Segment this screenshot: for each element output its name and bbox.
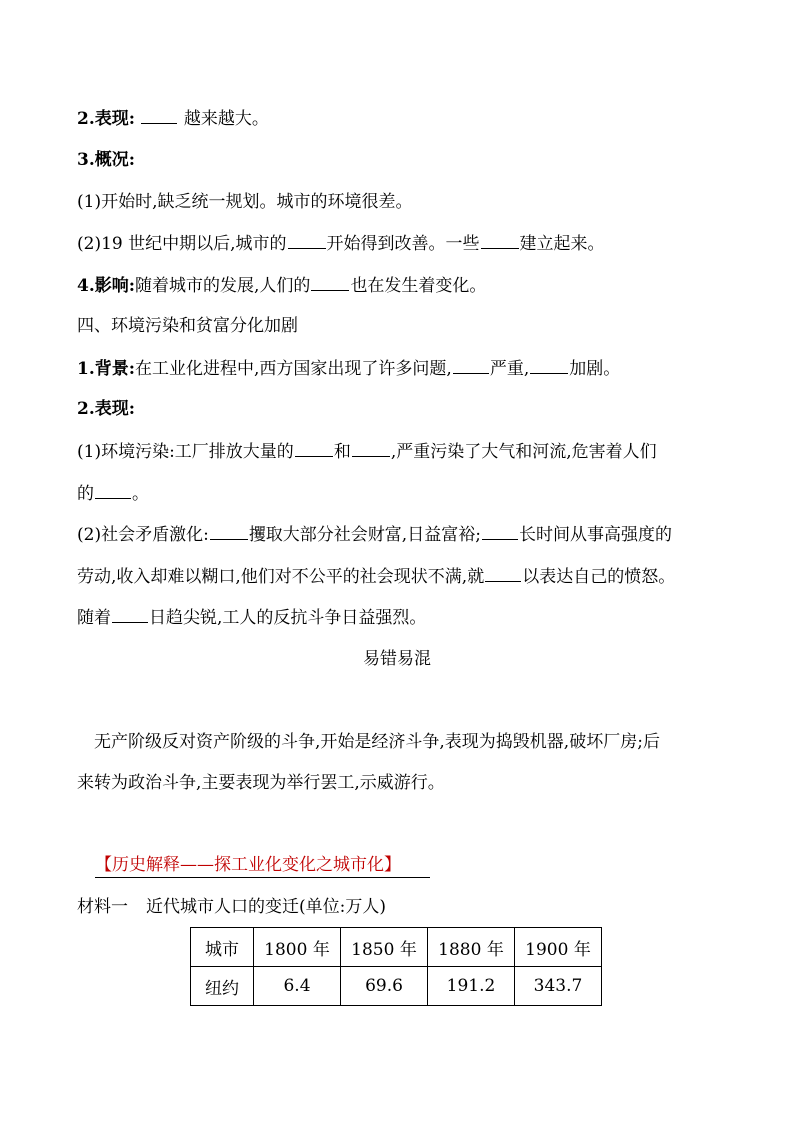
fill-blank[interactable] (210, 523, 248, 540)
item-label: 3.概况: (77, 150, 136, 170)
social-line3 (77, 606, 727, 629)
table-cell: 343.7 (515, 967, 602, 1006)
section-title-text: 【历史解释——探工业化变化之城市化】 (95, 855, 401, 875)
table-header-cell: 1900 年 (515, 928, 602, 967)
item-label: 2.表现: (77, 399, 136, 419)
item-4-influence (77, 274, 727, 297)
social-line2 (77, 565, 727, 588)
fill-blank[interactable] (481, 232, 519, 249)
item-text: 劳动,收入却难以糊口,他们对不公平的社会现状不满,就 (77, 567, 485, 587)
fill-blank[interactable] (482, 523, 518, 540)
item-text: (1)环境污染:工厂排放大量的 (77, 442, 294, 462)
item-text: 建立起来。 (519, 234, 605, 254)
fill-blank[interactable] (295, 440, 333, 457)
fill-blank[interactable] (530, 357, 568, 374)
fill-blank[interactable] (141, 107, 177, 124)
item-3-overview (77, 149, 727, 171)
item-text: 开始得到改善。一些 (326, 234, 480, 254)
item-text: 加剧。 (569, 359, 621, 379)
fill-blank[interactable] (112, 606, 148, 623)
env-pollution-line2 (77, 482, 727, 505)
item-text: 也在发生着变化。 (350, 276, 487, 296)
item-label: 4.影响: (77, 276, 136, 296)
social-line1 (77, 523, 727, 546)
item-text: 长时间从事高强度的 (518, 525, 672, 545)
item-text: 攫取大部分社会财富,日益富裕; (248, 525, 481, 545)
item-text: (2)社会矛盾激化: (77, 525, 209, 545)
item-label: 2.表现: (77, 109, 136, 129)
note-text: 来转为政治斗争,主要表现为举行罢工,示威游行。 (77, 773, 445, 793)
item-text: (2)19 世纪中期以后,城市的 (77, 234, 287, 254)
fill-blank[interactable] (95, 482, 131, 499)
population-table (190, 927, 602, 1006)
table-header-cell: 城市 (191, 928, 254, 967)
easy-mistake-title (0, 648, 794, 670)
fill-blank[interactable] (311, 274, 349, 291)
subsection-title: 易错易混 (363, 649, 431, 669)
fill-blank[interactable] (352, 440, 390, 457)
heading-section-4 (77, 315, 727, 337)
sub-item-1 (77, 191, 727, 213)
note-text: 无产阶级反对资产阶级的斗争,开始是经济斗争,表现为捣毁机器,破坏厂房;后 (94, 732, 660, 752)
item-text: 和 (333, 442, 351, 462)
item-text: 随着 (77, 608, 111, 628)
note-line1 (94, 731, 744, 753)
material-label: 材料一 (77, 897, 128, 917)
item-text: 越来越大。 (183, 109, 269, 129)
item-text: (1)开始时,缺乏统一规划。城市的环境很差。 (77, 192, 413, 212)
table-cell: 191.2 (428, 967, 515, 1006)
table-cell: 6.4 (254, 967, 341, 1006)
table-header-cell: 1800 年 (254, 928, 341, 967)
table-row (191, 967, 602, 1006)
item-text: 。 (132, 484, 149, 504)
table-header-row (191, 928, 602, 967)
material-caption: 近代城市人口的变迁(单位:万人) (146, 897, 386, 917)
fill-blank[interactable] (288, 232, 326, 249)
material-1-caption (77, 896, 727, 918)
table-cell: 纽约 (191, 967, 254, 1006)
section-title (95, 854, 745, 876)
fill-blank[interactable] (485, 565, 521, 582)
item-text: 的 (77, 484, 94, 504)
item-text: 日趋尖锐,工人的反抗斗争日益强烈。 (149, 608, 427, 628)
item-text: 在工业化进程中,西方国家出现了许多问题, (135, 359, 452, 379)
item-label: 1.背景: (77, 359, 136, 379)
background-item (77, 357, 727, 380)
fill-blank[interactable] (453, 357, 489, 374)
note-line2 (77, 772, 727, 794)
env-pollution-line1 (77, 440, 727, 463)
item-text: 严重, (489, 359, 530, 379)
item-text: 随着城市的发展,人们的 (135, 276, 311, 296)
item-text: ,严重污染了大气和河流,危害着人们 (390, 442, 657, 462)
item-2-performance (77, 107, 727, 130)
section-heading: 四、环境污染和贫富分化加剧 (77, 316, 298, 336)
table-header-cell: 1880 年 (428, 928, 515, 967)
table-cell: 69.6 (341, 967, 428, 1006)
sub-item-2 (77, 232, 727, 255)
item-text: 以表达自己的愤怒。 (522, 567, 676, 587)
show-item (77, 398, 727, 420)
table-header-cell: 1850 年 (341, 928, 428, 967)
